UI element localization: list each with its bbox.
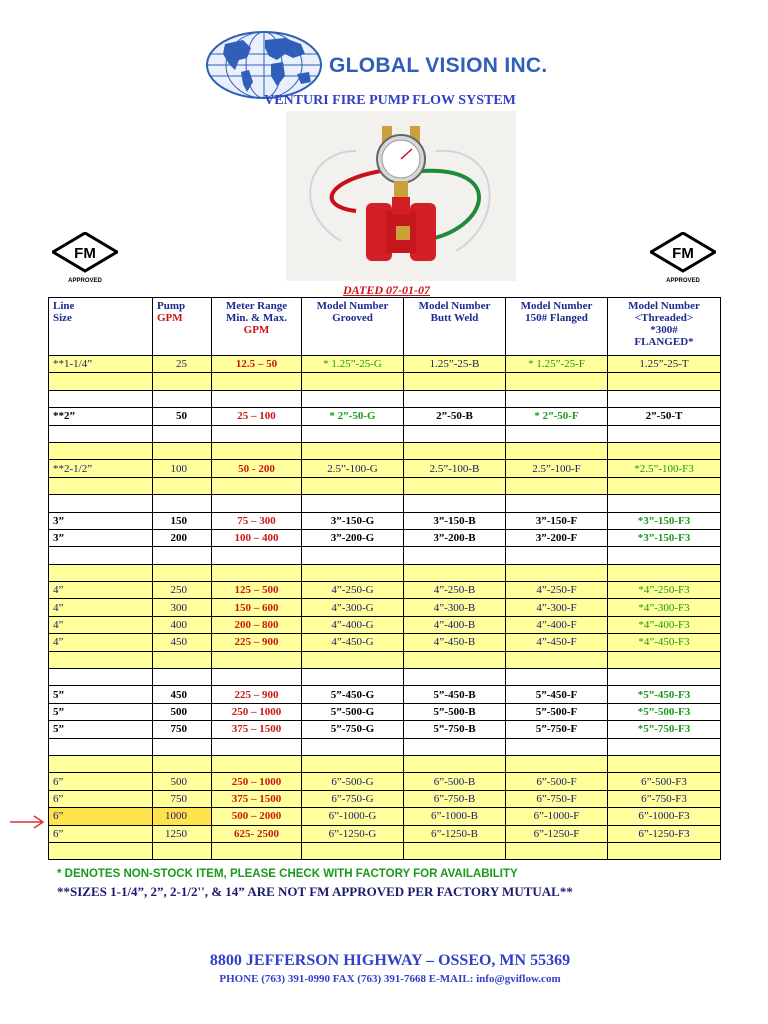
flow-system-table (48, 297, 721, 860)
fm-approved-icon (650, 232, 716, 284)
table-row: 5” 450 225 – 900 5”-450-G 5”-450-B 5”-450-F *5”-450-F3 (49, 686, 721, 703)
table-row-spacer (49, 738, 721, 755)
table-row: 5” 500 250 – 1000 5”-500-G 5”-500-B 5”-500-F *5”-500-F3 (49, 703, 721, 720)
table-row-highlighted: 6” 1000 500 – 2000 6”-1000-G 6”-1000-B 6”-1000-F 6”-1000-F3 (49, 808, 721, 825)
header-butt-weld: Model Number Butt Weld (404, 298, 506, 356)
table-row-spacer (49, 651, 721, 668)
table-row: 4” 450 225 – 900 4”-450-G 4”-450-B 4”-450-F *4”-450-F3 (49, 634, 721, 651)
company-address: 8800 JEFFERSON HIGHWAY – OSSEO, MN 55369 (209, 952, 571, 969)
table-row-spacer (49, 495, 721, 512)
header-meter-range: Meter Range Min. & Max. GPM (212, 298, 302, 356)
table-row-spacer (49, 669, 721, 686)
svg-text:APPROVED: APPROVED (68, 278, 102, 284)
table-row: 4” 400 200 – 800 4”-400-G 4”-400-B 4”-400-F *4”-400-F3 (49, 616, 721, 633)
header-pump-gpm: Pump GPM (153, 298, 212, 356)
company-logo (205, 30, 548, 100)
table-row-spacer (49, 442, 721, 459)
table-row: 6” 1250 625- 2500 6”-1250-G 6”-1250-B 6”-1250-F 6”-1250-F3 (49, 825, 721, 842)
table-row: 4” 250 125 – 500 4”-250-G 4”-250-B 4”-250-F *4”-250-F3 (49, 582, 721, 599)
globe-icon (205, 30, 323, 100)
table-row-spacer (49, 373, 721, 390)
table-row: 6” 500 250 – 1000 6”-500-G 6”-500-B 6”-500-F 6”-500-F3 (49, 773, 721, 790)
contact-info: PHONE (763) 391-0990 FAX (763) 391-7668 E-MAIL: info@gviflow.com (219, 973, 561, 985)
table-row-spacer (49, 755, 721, 772)
table-row: 4” 300 150 – 600 4”-300-G 4”-300-B 4”-300-F *4”-300-F3 (49, 599, 721, 616)
arrow-right-icon (10, 815, 46, 829)
fm-approval-note: **SIZES 1-1/4”, 2”, 2-1/2'', & 14” ARE NOT FM APPROVED PER FACTORY MUTUAL** (57, 884, 573, 899)
table-row: 3” 200 100 – 400 3”-200-G 3”-200-B 3”-200-F *3”-150-F3 (49, 529, 721, 546)
table-row: **1-1/4” 25 12.5 – 50 * 1.25”-25-G 1.25”-25-B * 1.25”-25-F 1.25”-25-T (49, 356, 721, 373)
table-row: **2” 50 25 – 100 * 2”-50-G 2”-50-B * 2”-50-F 2”-50-T (49, 408, 721, 425)
fm-approved-icon (52, 232, 118, 284)
document-subtitle: VENTURI FIRE PUMP FLOW SYSTEM (264, 93, 516, 108)
dated-value: 07-01-07 (386, 283, 431, 297)
svg-text:FM: FM (672, 245, 694, 262)
company-name: GLOBAL VISION INC. (329, 54, 548, 77)
svg-text:APPROVED: APPROVED (666, 278, 700, 284)
header-line-size: Line Size (49, 298, 153, 356)
header-grooved: Model Number Grooved (302, 298, 404, 356)
dated-label: DATED 07-01-07 (343, 283, 431, 297)
header-threaded: Model Number <Threaded> *300# FLANGED* (608, 298, 721, 356)
non-stock-note: * DENOTES NON-STOCK ITEM, PLEASE CHECK WITH FACTORY FOR AVAILABILITY (57, 868, 518, 880)
table-row: 3” 150 75 – 300 3”-150-G 3”-150-B 3”-150-F *3”-150-F3 (49, 512, 721, 529)
table-row-spacer (49, 842, 721, 859)
table-row-spacer (49, 390, 721, 407)
table-row-spacer (49, 564, 721, 581)
product-photo (286, 111, 516, 281)
svg-text:FM: FM (74, 245, 96, 262)
table-row-spacer (49, 547, 721, 564)
table-row-spacer (49, 425, 721, 442)
table-row: 6” 750 375 – 1500 6”-750-G 6”-750-B 6”-750-F 6”-750-F3 (49, 790, 721, 807)
table-row-spacer (49, 477, 721, 494)
table-header-row (49, 298, 721, 356)
table-row: **2-1/2” 100 50 - 200 2.5”-100-G 2.5”-100-B 2.5”-100-F *2.5”-100-F3 (49, 460, 721, 477)
header-150-flanged: Model Number 150# Flanged (506, 298, 608, 356)
table-row: 5” 750 375 – 1500 5”-750-G 5”-750-B 5”-750-F *5”-750-F3 (49, 721, 721, 738)
